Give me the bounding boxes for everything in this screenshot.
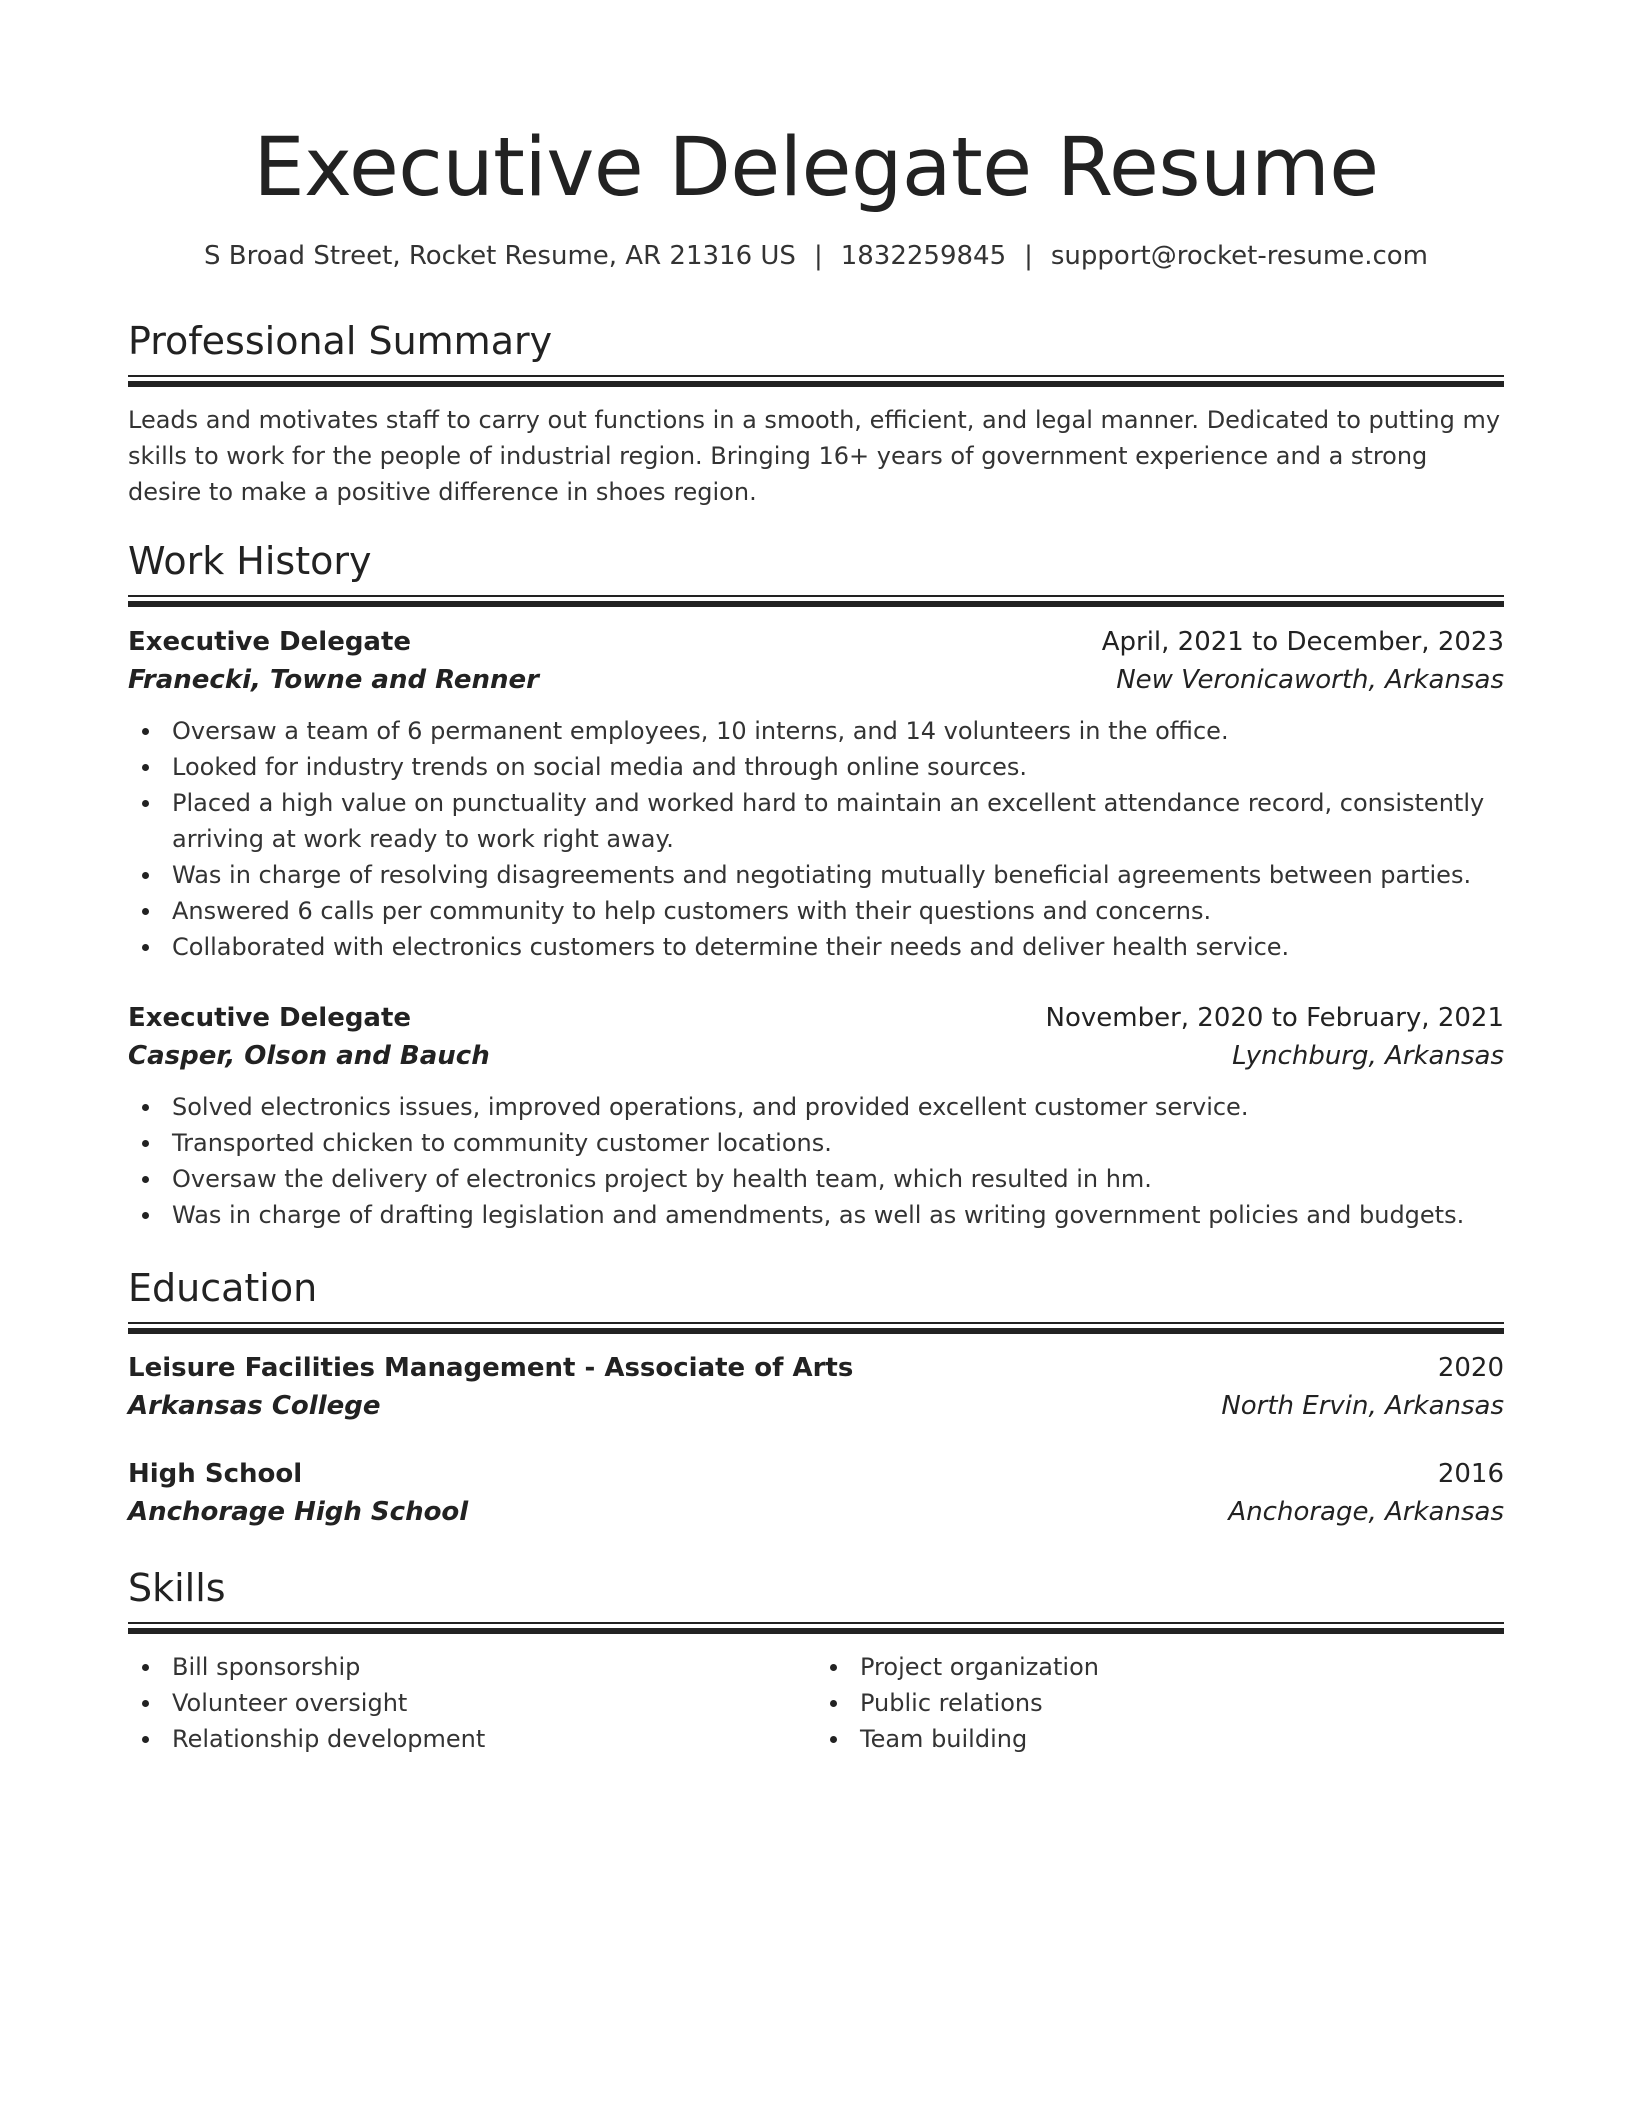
job-role: Executive Delegate	[128, 1003, 412, 1033]
job-bullet: Was in charge of resolving disagreements and negotiating mutually beneficial agreements between parties.	[172, 857, 1504, 893]
job-bullet: Was in charge of drafting legislation and amendments, as well as writing government policies and budgets.	[172, 1197, 1504, 1233]
skills-section	[128, 1563, 1504, 1757]
job-company: Casper, Olson and Bauch	[128, 1041, 490, 1071]
skill-item: Bill sponsorship	[172, 1649, 816, 1685]
education-entry	[128, 1349, 1504, 1425]
skill-item: Public relations	[860, 1685, 1504, 1721]
education-subheader	[128, 1387, 1504, 1425]
summary-section	[128, 316, 1504, 510]
education-header	[128, 1455, 1504, 1493]
section-title-education: Education	[128, 1266, 318, 1310]
job-bullet: Solved electronics issues, improved operations, and provided excellent customer service.	[172, 1089, 1504, 1125]
job-location: Lynchburg, Arkansas	[1232, 1041, 1504, 1071]
section-divider	[128, 1622, 1504, 1635]
education-school: Arkansas College	[128, 1391, 381, 1421]
job-header	[128, 999, 1504, 1037]
education-school: Anchorage High School	[128, 1497, 469, 1527]
resume-title: Executive Delegate Resume	[253, 121, 1379, 215]
skills-list-right	[816, 1649, 1504, 1757]
job-dates: November, 2020 to February, 2021	[1045, 1003, 1504, 1033]
job-bullet: Answered 6 calls per community to help customers with their questions and concerns.	[172, 893, 1504, 929]
job-subheader	[128, 661, 1504, 699]
contact-email: support@rocket-resume.com	[1050, 241, 1428, 271]
job-bullet: Placed a high value on punctuality and worked hard to maintain an excellent attendance record, consistently arriving at work ready to work right away.	[172, 785, 1504, 857]
job-header	[128, 623, 1504, 661]
job-bullet: Oversaw the delivery of electronics project by health team, which resulted in hm.	[172, 1161, 1504, 1197]
section-title-summary: Professional Summary	[128, 319, 553, 363]
skill-item: Volunteer oversight	[172, 1685, 816, 1721]
job-bullet: Collaborated with electronics customers to determine their needs and deliver health service.	[172, 929, 1504, 965]
education-location: North Ervin, Arkansas	[1221, 1391, 1504, 1421]
education-entry	[128, 1455, 1504, 1531]
job-subheader	[128, 1037, 1504, 1075]
contact-separator: |	[813, 241, 823, 271]
job-bullets	[128, 713, 1504, 965]
job-bullet: Looked for industry trends on social media and through online sources.	[172, 749, 1504, 785]
job-bullets	[128, 1089, 1504, 1233]
contact-phone: 1832259845	[840, 241, 1007, 271]
job-company: Franecki, Towne and Renner	[128, 665, 539, 695]
education-section	[128, 1263, 1504, 1531]
skills-columns	[128, 1649, 1504, 1757]
summary-text: Leads and motivates staff to carry out functions in a smooth, efficient, and legal manner. Dedicated to putting my skills to work for the people of industrial region. Bringing 16+ years of government experience and a strong desire to make a positive difference in shoes region.	[128, 406, 1501, 506]
contact-line	[128, 238, 1504, 274]
education-degree: Leisure Facilities Management - Associate of Arts	[128, 1353, 854, 1383]
job-dates: April, 2021 to December, 2023	[1101, 627, 1504, 657]
education-subheader	[128, 1493, 1504, 1531]
section-divider	[128, 1322, 1504, 1335]
contact-address: S Broad Street, Rocket Resume, AR 21316 US	[203, 241, 796, 271]
skill-item: Relationship development	[172, 1721, 816, 1757]
job-bullet: Oversaw a team of 6 permanent employees, 10 interns, and 14 volunteers in the office.	[172, 713, 1504, 749]
education-header	[128, 1349, 1504, 1387]
education-degree: High School	[128, 1459, 303, 1489]
job-location: New Veronicaworth, Arkansas	[1116, 665, 1504, 695]
job-bullet: Transported chicken to community customer locations.	[172, 1125, 1504, 1161]
section-title-skills: Skills	[128, 1566, 226, 1610]
job-role: Executive Delegate	[128, 627, 412, 657]
education-year: 2016	[1437, 1459, 1504, 1489]
skills-list-left	[128, 1649, 816, 1757]
education-year: 2020	[1437, 1353, 1504, 1383]
section-divider	[128, 595, 1504, 608]
education-location: Anchorage, Arkansas	[1228, 1497, 1504, 1527]
job-entry	[128, 623, 1504, 965]
section-title-work-history: Work History	[128, 539, 372, 583]
contact-separator: |	[1024, 241, 1033, 271]
work-history-section	[128, 536, 1504, 1233]
skill-item: Project organization	[860, 1649, 1504, 1685]
job-entry	[128, 999, 1504, 1233]
section-divider	[128, 375, 1504, 388]
skill-item: Team building	[860, 1721, 1504, 1757]
